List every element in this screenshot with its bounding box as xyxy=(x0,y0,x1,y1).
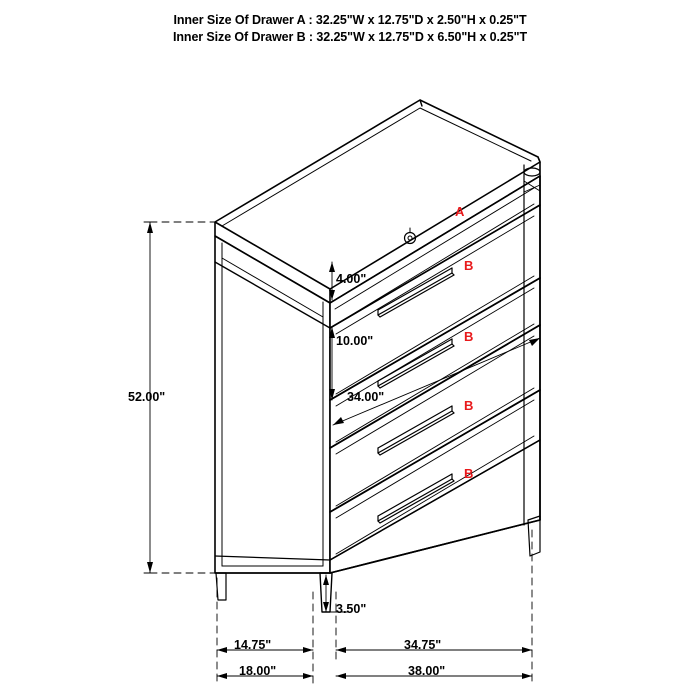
drawer-marker-b1: B xyxy=(464,258,474,273)
drawer-marker-b4: B xyxy=(464,466,474,481)
drawer-marker-b2: B xyxy=(464,329,474,344)
dim-drawer-a-height: 4.00" xyxy=(336,272,367,286)
dim-leg-height: 3.50" xyxy=(336,602,367,616)
dim-side-depth: 14.75" xyxy=(234,638,272,652)
dim-front-width: 34.00" xyxy=(347,390,385,404)
dim-drawer-b-height: 10.00" xyxy=(336,334,374,348)
dim-depth-overall: 18.00" xyxy=(239,664,277,678)
drawer-marker-b3: B xyxy=(464,398,474,413)
drawer-a-note: Inner Size Of Drawer A : 32.25"W x 12.75"D x 2.50"H x 0.25"T xyxy=(173,13,527,27)
dim-height-total: 52.00" xyxy=(128,390,166,404)
dim-front-span: 34.75" xyxy=(404,638,442,652)
drawer-b-note: Inner Size Of Drawer B : 32.25"W x 12.75"D x 6.50"H x 0.25"T xyxy=(173,30,527,44)
dim-width-overall: 38.00" xyxy=(408,664,446,678)
drawer-marker-a: A xyxy=(455,204,465,219)
